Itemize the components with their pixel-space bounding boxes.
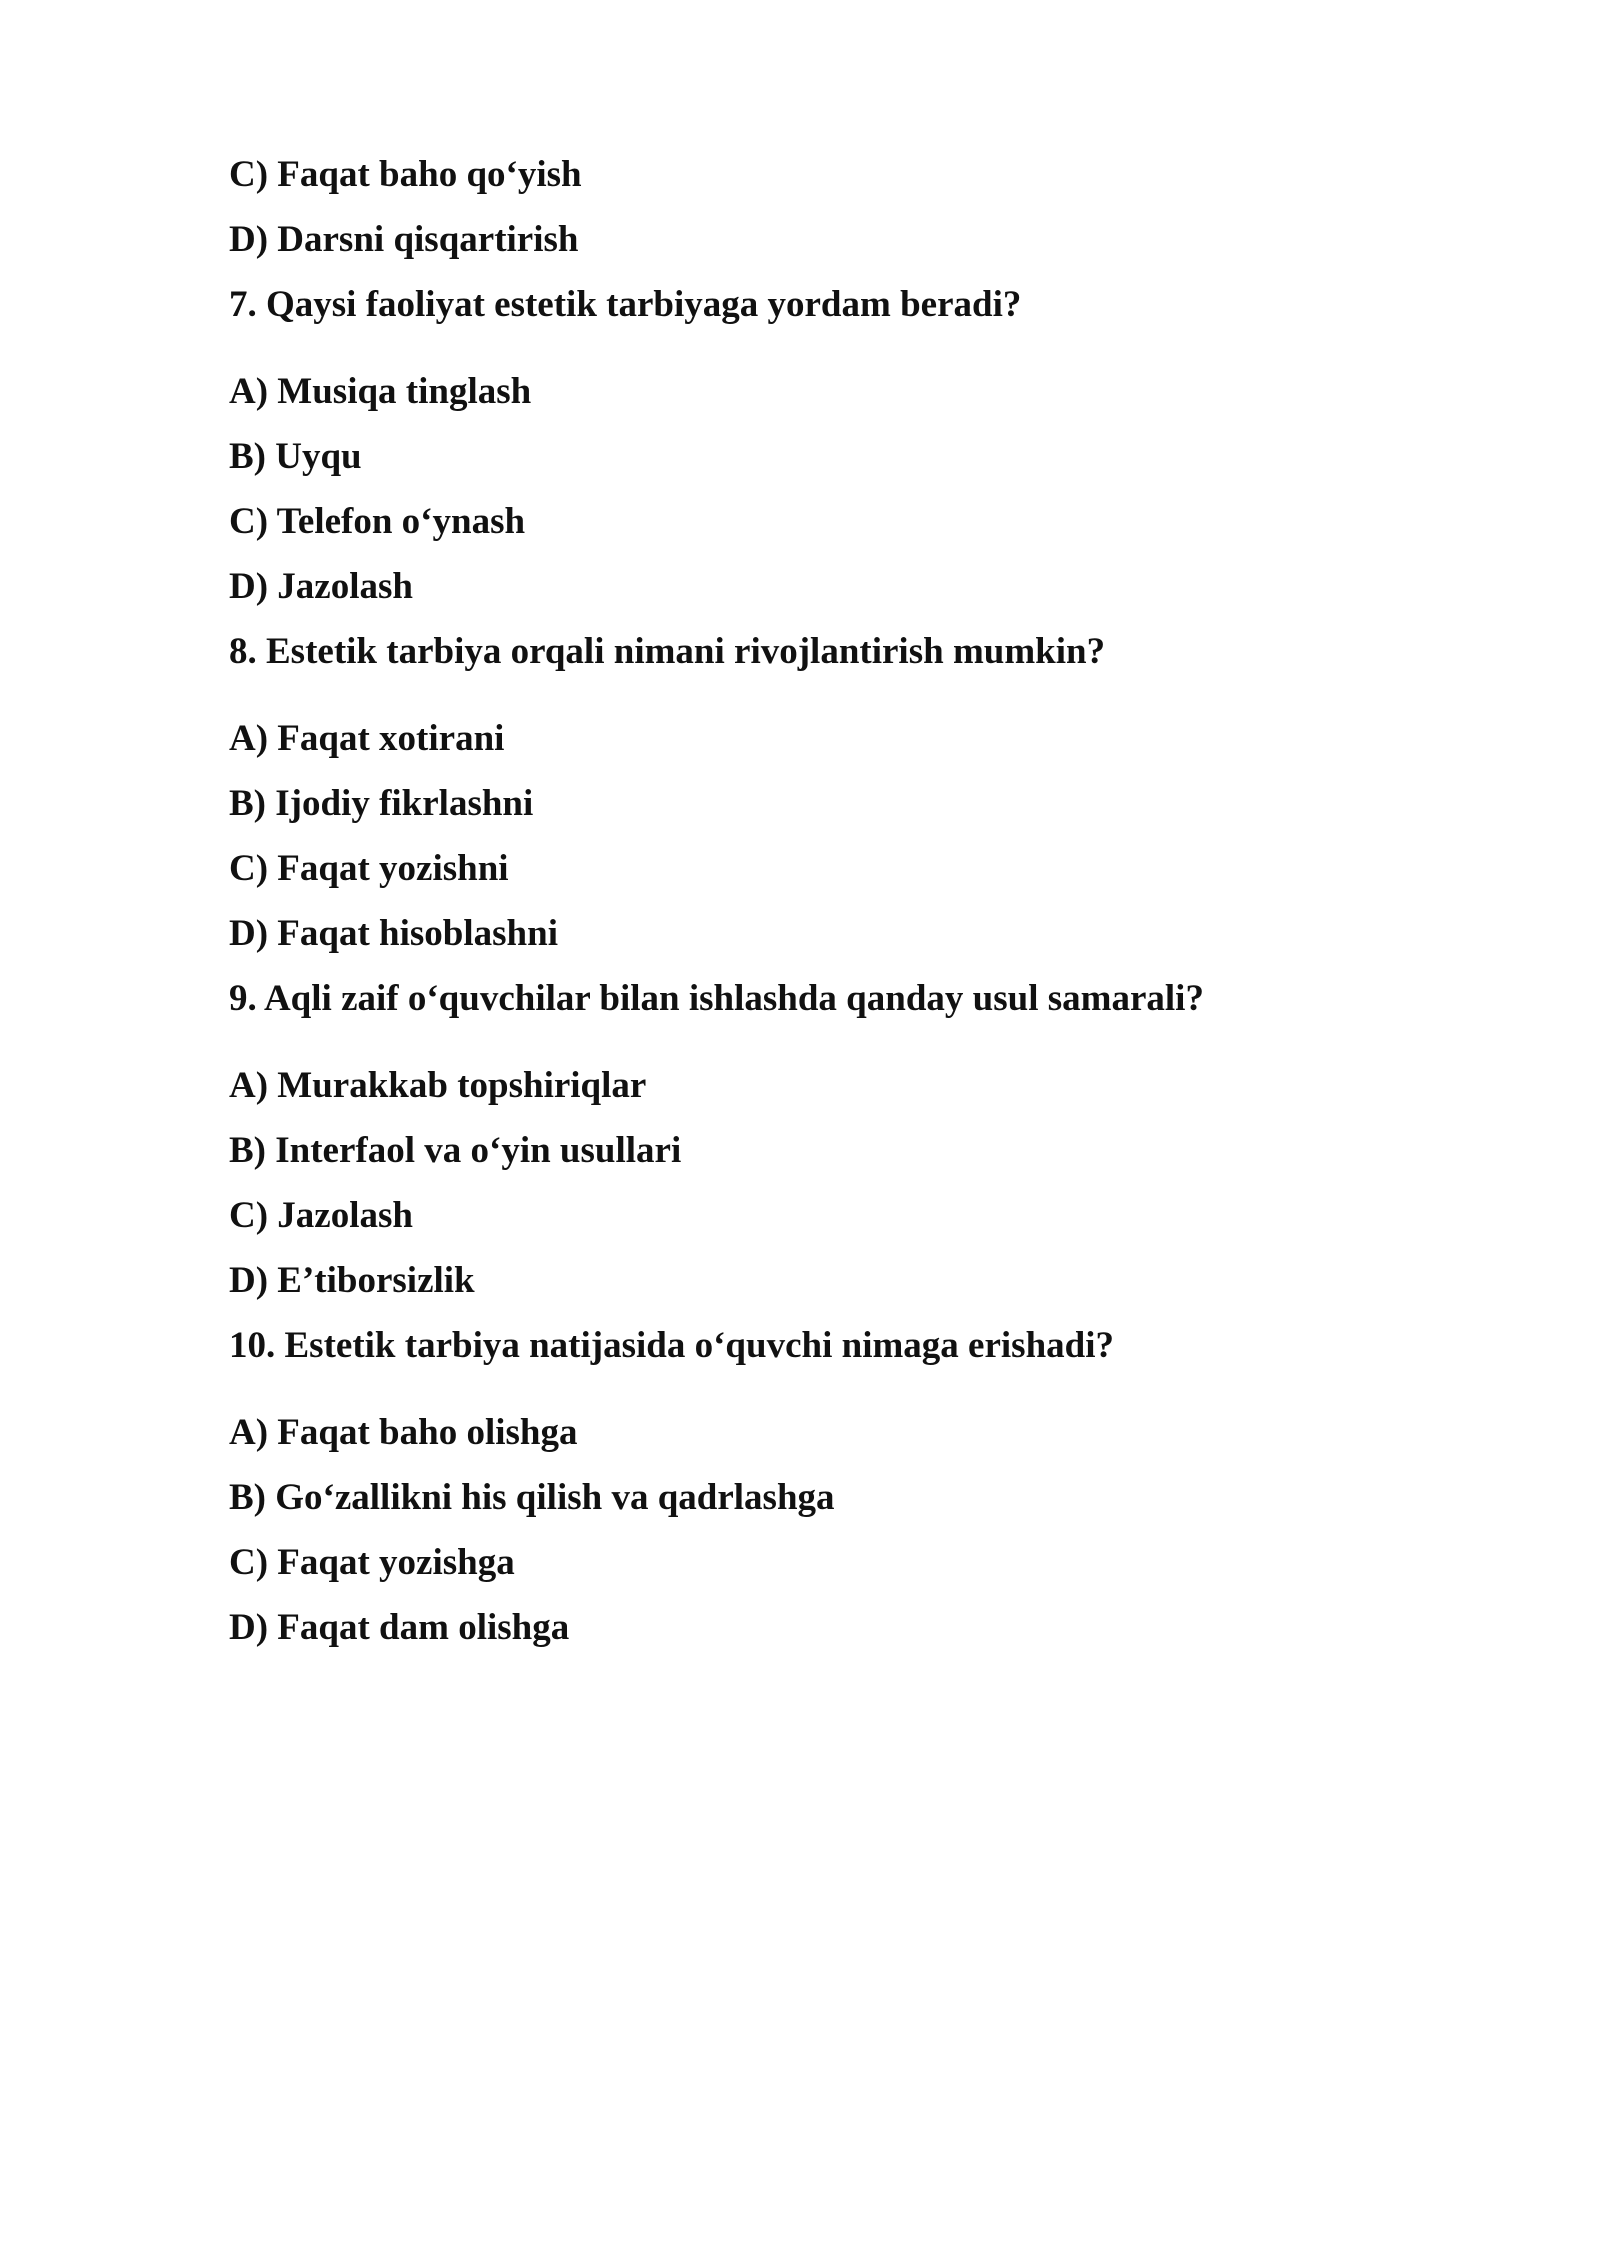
q10-option-a: A) Faqat baho olishga	[229, 1412, 578, 1453]
q9-option-c: C) Jazolash	[229, 1195, 413, 1236]
question-8: 8. Estetik tarbiya orqali nimani rivojlantirish mumkin?	[229, 631, 1106, 672]
q9-option-d: D) E’tiborsizlik	[229, 1260, 475, 1301]
q10-option-c: C) Faqat yozishga	[229, 1542, 515, 1583]
q8-option-d: D) Faqat hisoblashni	[229, 913, 558, 954]
q8-option-b: B) Ijodiy fikrlashni	[229, 783, 534, 824]
option-c: C) Faqat baho qo‘yish	[229, 154, 582, 195]
q7-option-d: D) Jazolash	[229, 566, 413, 607]
question-7: 7. Qaysi faoliyat estetik tarbiyaga yordam beradi?	[229, 284, 1022, 325]
q9-option-a: A) Murakkab topshiriqlar	[229, 1065, 647, 1106]
option-d: D) Darsni qisqartirish	[229, 219, 579, 260]
q10-option-b: B) Go‘zallikni his qilish va qadrlashga	[229, 1477, 835, 1518]
q7-option-a: A) Musiqa tinglash	[229, 371, 532, 412]
q8-option-a: A) Faqat xotirani	[229, 718, 505, 759]
q10-option-d: D) Faqat dam olishga	[229, 1607, 570, 1648]
question-10: 10. Estetik tarbiya natijasida o‘quvchi nimaga erishadi?	[229, 1325, 1115, 1366]
q7-option-b: B) Uyqu	[229, 436, 362, 477]
question-9: 9. Aqli zaif o‘quvchilar bilan ishlashda qanday usul samarali?	[229, 978, 1204, 1019]
q8-option-c: C) Faqat yozishni	[229, 848, 509, 889]
q9-option-b: B) Interfaol va o‘yin usullari	[229, 1130, 682, 1171]
q7-option-c: C) Telefon o‘ynash	[229, 501, 526, 542]
